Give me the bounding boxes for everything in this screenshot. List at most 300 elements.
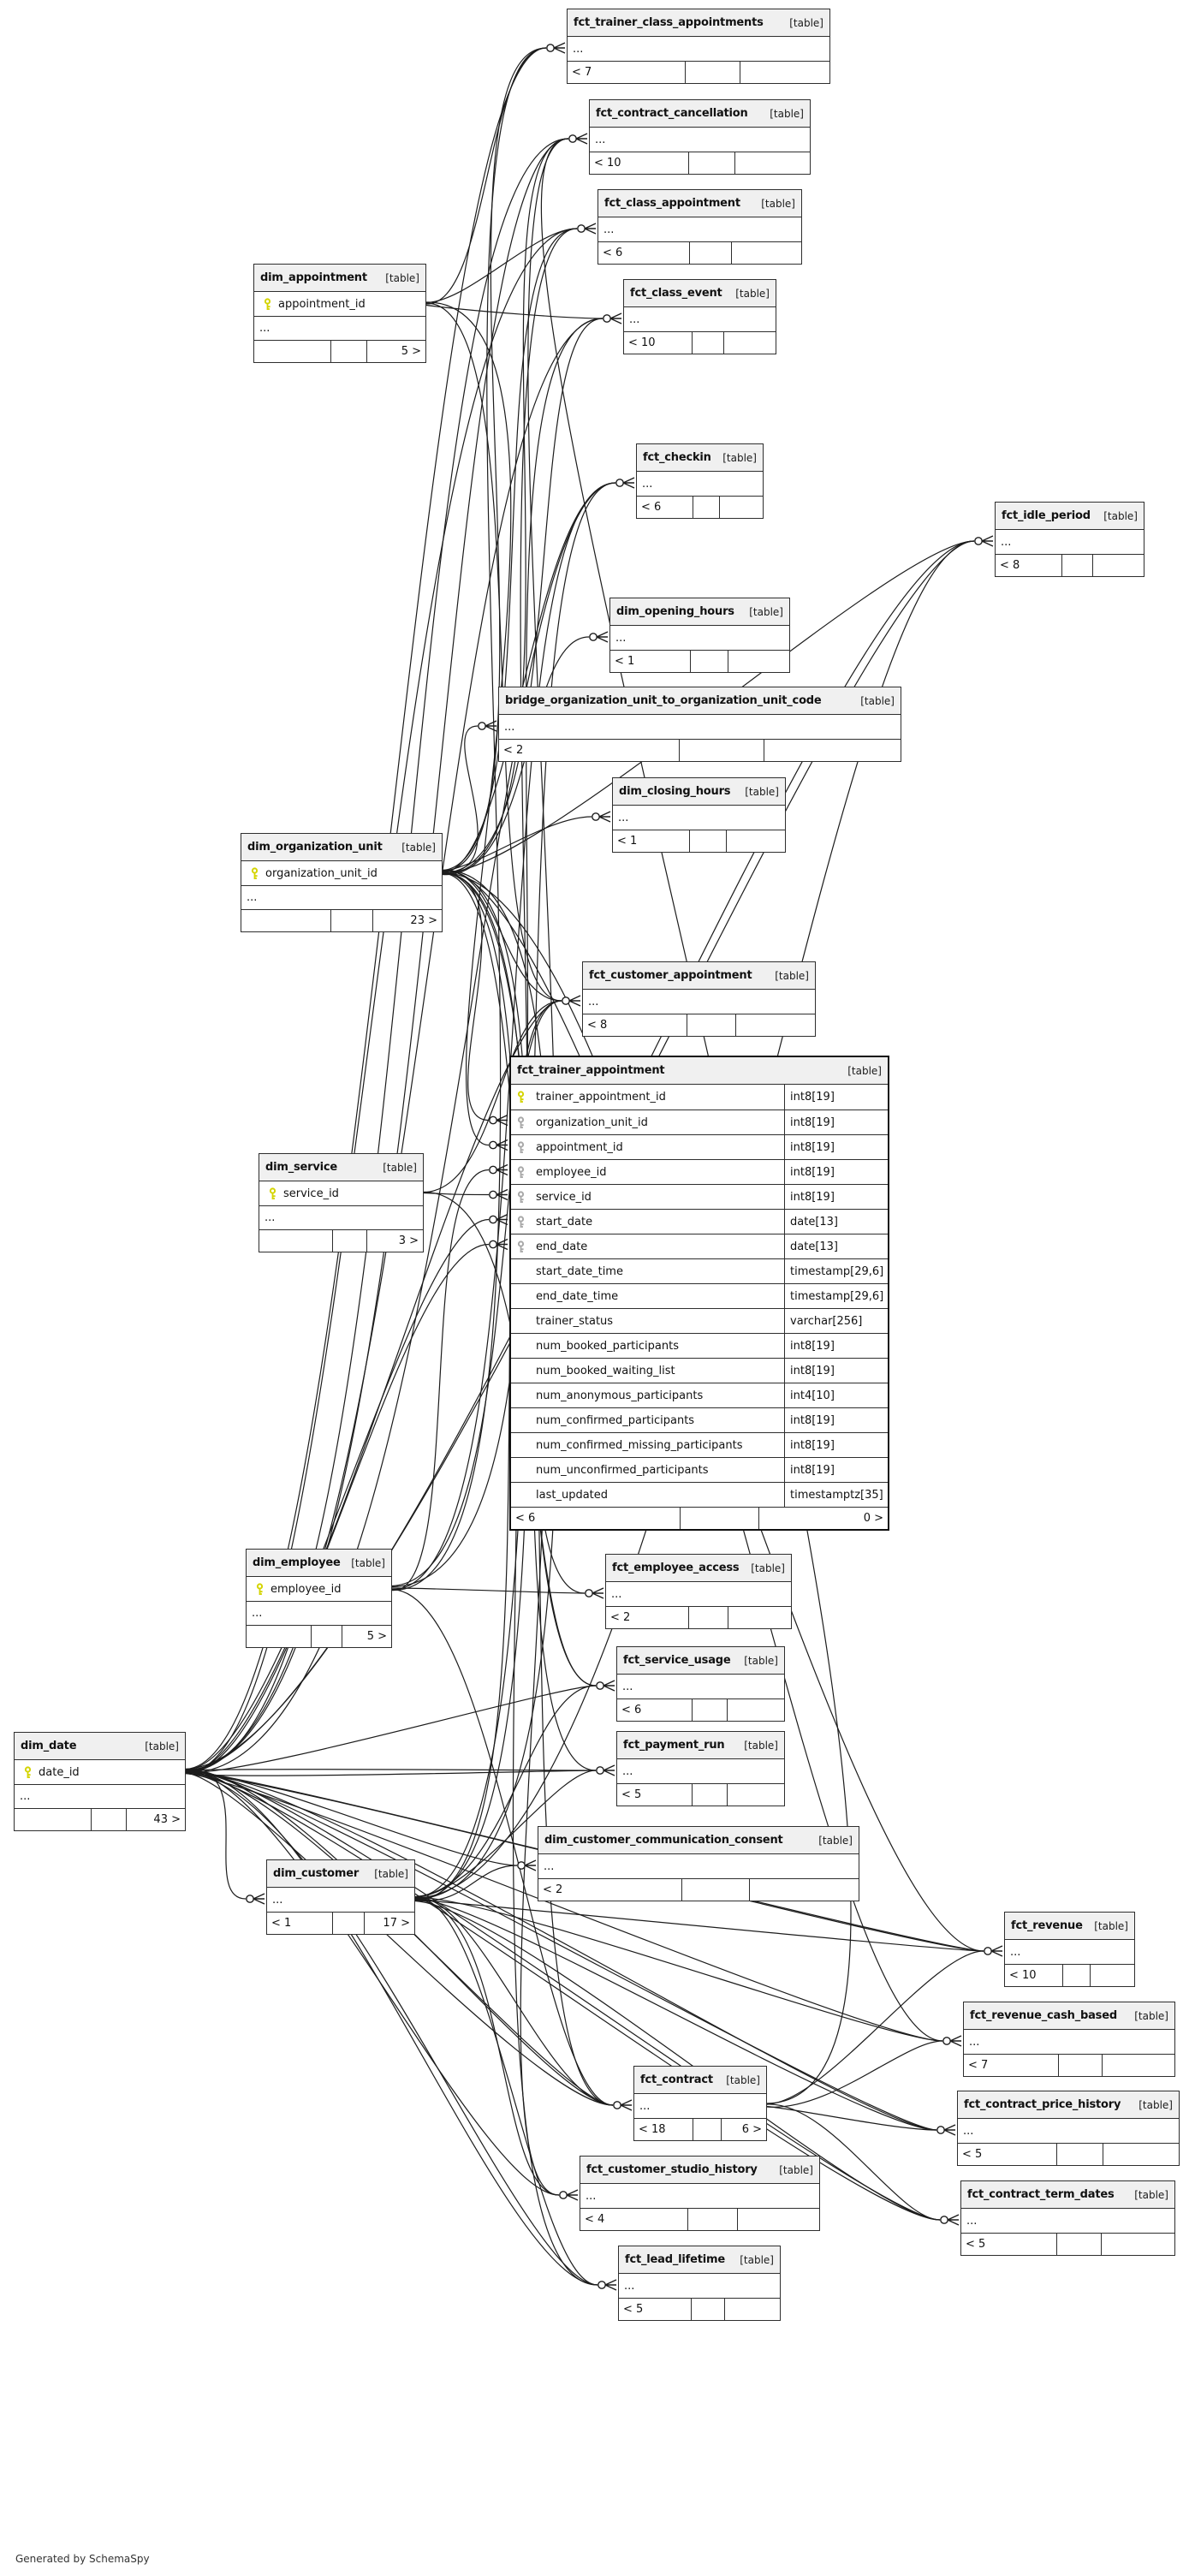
table-footer bbox=[617, 1783, 784, 1806]
hidden-columns-ellipsis: ... bbox=[963, 2124, 974, 2138]
column-type-cell: timestamptz[35] bbox=[784, 1483, 888, 1507]
table-type-tag: [table] bbox=[751, 1562, 785, 1574]
footer-parents-count bbox=[15, 1809, 92, 1830]
column-row bbox=[511, 1308, 888, 1333]
crow-foot-marker bbox=[562, 996, 580, 1006]
table-fct_checkin[interactable] bbox=[636, 443, 764, 519]
relationship-edge bbox=[415, 1900, 559, 2195]
table-header bbox=[634, 2067, 766, 2094]
crow-foot-marker bbox=[490, 1165, 508, 1175]
footer-children-count: 17 > bbox=[383, 1917, 410, 1930]
key-column-name: date_id bbox=[39, 1765, 80, 1779]
table-footer bbox=[511, 1507, 888, 1529]
table-footer bbox=[568, 61, 829, 83]
footer-children-count bbox=[728, 1607, 791, 1628]
column-name-cell bbox=[511, 1259, 784, 1283]
hidden-columns-ellipsis: ... bbox=[1010, 1945, 1021, 1959]
table-name[interactable]: dim_employee bbox=[253, 1556, 341, 1569]
column-type-cell: int8[19] bbox=[784, 1334, 888, 1358]
hidden-columns-ellipsis: ... bbox=[20, 1790, 31, 1803]
ellipsis-row bbox=[267, 1888, 414, 1912]
column-name-cell bbox=[511, 1408, 784, 1432]
ellipsis-row bbox=[583, 990, 815, 1014]
table-dim_date[interactable] bbox=[14, 1732, 186, 1831]
ellipsis-row bbox=[606, 1582, 791, 1606]
table-type-tag: [table] bbox=[744, 1654, 778, 1667]
footer-middle-cell bbox=[92, 1809, 128, 1830]
footer-parents-count bbox=[259, 1230, 333, 1252]
footer-children-count: 3 > bbox=[398, 1234, 419, 1247]
crow-foot-marker bbox=[590, 632, 608, 642]
table-footer bbox=[610, 650, 789, 672]
crow-foot-marker bbox=[490, 1115, 508, 1126]
table-name[interactable]: fct_contract_price_history bbox=[964, 2098, 1121, 2111]
table-header bbox=[241, 834, 442, 861]
hidden-columns-ellipsis: ... bbox=[629, 312, 640, 326]
table-type-tag: [table] bbox=[726, 2073, 760, 2086]
table-footer bbox=[964, 2054, 1174, 2076]
hidden-columns-ellipsis: ... bbox=[595, 133, 606, 146]
hidden-columns-ellipsis: ... bbox=[586, 2189, 597, 2203]
footer-parents-count: < 8 bbox=[996, 555, 1062, 576]
table-fct_customer_appointment[interactable] bbox=[582, 961, 816, 1037]
table-type-tag: [table] bbox=[860, 694, 895, 707]
crow-foot-marker bbox=[597, 1765, 615, 1776]
hidden-columns-ellipsis: ... bbox=[247, 891, 258, 904]
foreign-key-icon bbox=[516, 1216, 531, 1229]
table-footer bbox=[958, 2143, 1179, 2165]
table-header bbox=[613, 778, 785, 806]
column-name: num_confirmed_participants bbox=[536, 1413, 695, 1427]
table-dim_closing_hours[interactable] bbox=[612, 777, 786, 853]
key-column-name: employee_id bbox=[271, 1582, 342, 1596]
table-name[interactable]: fct_employee_access bbox=[612, 1562, 740, 1574]
hidden-columns-ellipsis: ... bbox=[259, 322, 271, 335]
table-type-tag: [table] bbox=[847, 1064, 882, 1077]
table-header bbox=[583, 962, 815, 990]
table-name[interactable]: fct_contract_term_dates bbox=[967, 2188, 1115, 2201]
table-type-tag: [table] bbox=[1134, 2009, 1168, 2022]
column-type-cell: date[13] bbox=[784, 1234, 888, 1258]
foreign-key-icon bbox=[516, 1116, 531, 1129]
footer-middle-cell bbox=[686, 62, 740, 83]
foreign-key-icon bbox=[516, 1240, 531, 1253]
hidden-columns-ellipsis: ... bbox=[573, 42, 584, 56]
table-name[interactable]: fct_idle_period bbox=[1002, 509, 1091, 522]
footer-parents-count: < 10 bbox=[1005, 1965, 1063, 1986]
table-name[interactable]: dim_customer bbox=[273, 1867, 360, 1880]
footer-middle-cell bbox=[681, 1508, 759, 1529]
table-header bbox=[964, 2002, 1174, 2030]
footer-children-count bbox=[1103, 2144, 1179, 2165]
table-header bbox=[259, 1154, 423, 1181]
table-dim_employee[interactable] bbox=[246, 1549, 392, 1648]
hidden-columns-ellipsis: ... bbox=[1001, 535, 1012, 549]
crow-foot-marker bbox=[490, 1190, 508, 1200]
ellipsis-row bbox=[634, 2094, 766, 2118]
table-fct_class_appointment[interactable] bbox=[598, 189, 802, 265]
footer-parents-count: < 18 bbox=[634, 2119, 693, 2140]
table-dim_organization_unit[interactable] bbox=[241, 833, 443, 932]
table-type-tag: [table] bbox=[818, 1834, 853, 1847]
crow-foot-marker bbox=[616, 478, 634, 488]
table-name[interactable]: fct_revenue_cash_based bbox=[970, 2009, 1117, 2022]
table-footer bbox=[538, 1878, 859, 1901]
table-header bbox=[1005, 1913, 1134, 1940]
footer-middle-cell bbox=[689, 152, 735, 174]
column-type-cell: timestamp[29,6] bbox=[784, 1259, 888, 1283]
ellipsis-row bbox=[254, 316, 425, 340]
crow-foot-marker bbox=[937, 2125, 955, 2135]
footer-parents-count: < 5 bbox=[958, 2144, 1057, 2165]
crow-foot-marker bbox=[941, 2215, 959, 2225]
table-dim_appointment[interactable] bbox=[253, 264, 426, 363]
ellipsis-row bbox=[15, 1784, 185, 1808]
hidden-columns-ellipsis: ... bbox=[588, 995, 599, 1008]
table-name[interactable]: fct_revenue bbox=[1011, 1919, 1083, 1932]
footer-children-count bbox=[1091, 1965, 1134, 1986]
table-header bbox=[568, 9, 829, 37]
relationship-edge bbox=[443, 817, 592, 872]
ellipsis-row bbox=[996, 530, 1144, 554]
key-column-row bbox=[15, 1760, 185, 1784]
footer-parents-count: < 6 bbox=[637, 497, 693, 518]
table-type-tag: [table] bbox=[1139, 2098, 1173, 2111]
footer-parents-count bbox=[247, 1626, 312, 1647]
column-name: last_updated bbox=[536, 1488, 609, 1502]
column-name: num_booked_waiting_list bbox=[536, 1364, 675, 1377]
table-header bbox=[580, 2157, 819, 2184]
column-type-cell: int8[19] bbox=[784, 1359, 888, 1383]
table-type-tag: [table] bbox=[744, 1739, 778, 1752]
relationship-edge bbox=[426, 48, 546, 304]
footer-children-count bbox=[728, 1699, 784, 1721]
ellipsis-row bbox=[598, 217, 801, 241]
relationship-edge bbox=[186, 1770, 613, 2105]
ellipsis-row bbox=[964, 2030, 1174, 2054]
footer-middle-cell bbox=[690, 830, 726, 852]
table-fct_customer_studio_history[interactable] bbox=[580, 2156, 820, 2231]
ellipsis-row bbox=[613, 806, 785, 830]
table-footer bbox=[259, 1229, 423, 1252]
crow-foot-marker bbox=[479, 721, 496, 731]
column-row bbox=[511, 1209, 888, 1234]
column-type-cell: int8[19] bbox=[784, 1110, 888, 1134]
table-name[interactable]: fct_trainer_appointment bbox=[517, 1064, 665, 1077]
column-row bbox=[511, 1085, 888, 1110]
table-fct_idle_period[interactable] bbox=[995, 502, 1144, 577]
table-type-tag: [table] bbox=[401, 841, 436, 854]
table-type-tag: [table] bbox=[1134, 2188, 1168, 2201]
footer-middle-cell bbox=[687, 1014, 736, 1036]
table-type-tag: [table] bbox=[740, 2253, 774, 2266]
ellipsis-row bbox=[617, 1759, 784, 1783]
table-fct_employee_access[interactable] bbox=[605, 1554, 792, 1629]
footer-children-count: 23 > bbox=[410, 914, 437, 927]
footer-children-count: 6 > bbox=[741, 2123, 762, 2136]
column-row bbox=[511, 1159, 888, 1184]
table-footer bbox=[617, 1698, 784, 1721]
table-type-tag: [table] bbox=[761, 197, 795, 210]
crow-foot-marker bbox=[975, 536, 993, 546]
crow-foot-marker bbox=[614, 2100, 632, 2110]
table-footer bbox=[1005, 1964, 1134, 1986]
table-name[interactable]: fct_contract_cancellation bbox=[596, 107, 748, 120]
table-type-tag: [table] bbox=[779, 2163, 813, 2176]
crow-foot-marker bbox=[984, 1946, 1002, 1956]
footer-middle-cell bbox=[682, 1879, 750, 1901]
table-fct_lead_lifetime[interactable] bbox=[618, 2246, 781, 2321]
column-type-cell: date[13] bbox=[784, 1210, 888, 1234]
table-header bbox=[15, 1733, 185, 1760]
table-fct_trainer_class_appointments[interactable] bbox=[567, 9, 830, 84]
table-name[interactable]: fct_service_usage bbox=[623, 1654, 731, 1667]
key-column-name: appointment_id bbox=[278, 297, 366, 311]
hidden-columns-ellipsis: ... bbox=[615, 631, 627, 645]
column-name: num_unconfirmed_participants bbox=[536, 1463, 709, 1477]
table-fct_contract[interactable] bbox=[633, 2066, 767, 2141]
footer-parents-count: < 2 bbox=[606, 1607, 689, 1628]
footer-middle-cell bbox=[333, 1230, 367, 1252]
table-fct_trainer_appointment[interactable] bbox=[509, 1056, 889, 1531]
footer-middle-cell bbox=[312, 1626, 342, 1647]
footer-children-count bbox=[1093, 555, 1144, 576]
table-dim_service[interactable] bbox=[259, 1153, 424, 1252]
primary-key-icon bbox=[516, 1091, 531, 1104]
footer-middle-cell bbox=[1059, 2055, 1103, 2076]
footer-children-count bbox=[724, 332, 776, 354]
table-type-tag: [table] bbox=[374, 1867, 408, 1880]
footer-children-count bbox=[736, 1014, 815, 1036]
footer-parents-count: < 2 bbox=[538, 1879, 682, 1901]
table-type-tag: [table] bbox=[745, 785, 779, 798]
table-header bbox=[624, 280, 776, 307]
table-name[interactable]: fct_payment_run bbox=[623, 1739, 725, 1752]
column-row bbox=[511, 1407, 888, 1432]
crow-foot-marker bbox=[569, 134, 587, 144]
hidden-columns-ellipsis: ... bbox=[504, 720, 515, 734]
table-name[interactable]: fct_class_appointment bbox=[604, 197, 740, 210]
footer-children-count: 5 > bbox=[366, 1630, 387, 1643]
relationship-edge bbox=[186, 229, 577, 1773]
hidden-columns-ellipsis: ... bbox=[252, 1607, 263, 1620]
column-name: end_date_time bbox=[536, 1289, 619, 1303]
column-name-cell bbox=[511, 1458, 784, 1482]
footer-middle-cell bbox=[690, 242, 733, 264]
table-fct_contract_price_history[interactable] bbox=[957, 2091, 1180, 2166]
hidden-columns-ellipsis: ... bbox=[966, 2214, 978, 2228]
primary-key-icon bbox=[23, 1766, 33, 1779]
table-type-tag: [table] bbox=[385, 271, 419, 284]
column-type-cell: int8[19] bbox=[784, 1135, 888, 1159]
footer-parents-count: < 8 bbox=[583, 1014, 687, 1036]
table-fct_revenue[interactable] bbox=[1004, 1912, 1135, 1987]
table-name[interactable]: dim_opening_hours bbox=[616, 605, 734, 618]
table-fct_payment_run[interactable] bbox=[616, 1731, 785, 1806]
ellipsis-row bbox=[499, 715, 901, 739]
table-type-tag: [table] bbox=[1094, 1919, 1128, 1932]
table-footer bbox=[996, 554, 1144, 576]
table-fct_contract_cancellation[interactable] bbox=[589, 99, 811, 175]
table-name[interactable]: dim_service bbox=[265, 1161, 338, 1174]
column-row bbox=[511, 1234, 888, 1258]
foreign-key-icon bbox=[516, 1141, 531, 1154]
ellipsis-row bbox=[958, 2119, 1179, 2143]
hidden-columns-ellipsis: ... bbox=[544, 1859, 555, 1873]
table-header bbox=[617, 1732, 784, 1759]
column-type-cell: int8[19] bbox=[784, 1408, 888, 1432]
footer-parents-count: < 2 bbox=[499, 740, 680, 761]
table-footer bbox=[247, 1625, 391, 1647]
ellipsis-row bbox=[580, 2184, 819, 2208]
footer-children-count bbox=[764, 740, 901, 761]
table-dim_opening_hours[interactable] bbox=[609, 598, 790, 673]
ellipsis-row bbox=[610, 626, 789, 650]
relationship-edge bbox=[392, 1588, 585, 1593]
key-column-row bbox=[247, 1577, 391, 1601]
table-name[interactable]: fct_customer_appointment bbox=[589, 969, 752, 982]
column-row bbox=[511, 1358, 888, 1383]
crow-foot-marker bbox=[247, 1894, 265, 1904]
table-footer bbox=[15, 1808, 185, 1830]
column-row bbox=[511, 1134, 888, 1159]
hidden-columns-ellipsis: ... bbox=[622, 1764, 633, 1778]
relationship-edge bbox=[767, 1951, 984, 2104]
relationship-edge bbox=[186, 1770, 598, 2285]
table-header bbox=[598, 190, 801, 217]
crow-foot-marker bbox=[547, 43, 565, 53]
table-type-tag: [table] bbox=[749, 605, 783, 618]
key-column-row bbox=[259, 1181, 423, 1205]
column-row bbox=[511, 1482, 888, 1507]
footer-parents-count: < 1 bbox=[610, 651, 691, 672]
table-footer bbox=[624, 331, 776, 354]
table-footer bbox=[590, 152, 810, 174]
relationship-edge bbox=[186, 1772, 613, 2106]
relationship-edge bbox=[186, 1774, 598, 2286]
footer-parents-count: < 5 bbox=[961, 2234, 1057, 2255]
crow-foot-marker bbox=[586, 1588, 603, 1598]
footer-middle-cell bbox=[693, 497, 720, 518]
ellipsis-row bbox=[590, 128, 810, 152]
footer-middle-cell bbox=[693, 332, 724, 354]
hidden-columns-ellipsis: ... bbox=[265, 1211, 276, 1224]
crow-foot-marker bbox=[518, 1860, 536, 1871]
footer-parents-count: < 5 bbox=[619, 2299, 692, 2320]
ellipsis-row bbox=[637, 472, 763, 496]
table-header bbox=[961, 2181, 1174, 2209]
table-footer bbox=[619, 2298, 780, 2320]
footer-parents-count bbox=[254, 341, 331, 362]
column-type-cell: int8[19] bbox=[784, 1185, 888, 1209]
footer-parents-count: < 6 bbox=[511, 1508, 681, 1529]
table-name[interactable]: dim_customer_communication_consent bbox=[544, 1834, 783, 1847]
table-fct_contract_term_dates[interactable] bbox=[960, 2180, 1175, 2256]
table-name[interactable]: fct_trainer_class_appointments bbox=[574, 16, 764, 29]
table-name[interactable]: fct_customer_studio_history bbox=[586, 2163, 758, 2176]
table-type-tag: [table] bbox=[775, 969, 809, 982]
crow-foot-marker bbox=[597, 1681, 615, 1691]
column-name: trainer_appointment_id bbox=[536, 1091, 666, 1104]
table-name[interactable]: fct_lead_lifetime bbox=[625, 2253, 725, 2266]
table-name[interactable]: dim_organization_unit bbox=[247, 841, 383, 854]
table-footer bbox=[634, 2118, 766, 2140]
table-type-tag: [table] bbox=[145, 1740, 179, 1752]
column-name: trainer_status bbox=[536, 1314, 614, 1328]
column-name-cell bbox=[511, 1185, 784, 1209]
column-name-cell bbox=[511, 1483, 784, 1507]
table-header bbox=[619, 2246, 780, 2274]
table-name[interactable]: dim_date bbox=[21, 1740, 77, 1752]
footer-middle-cell bbox=[1057, 2234, 1102, 2255]
table-fct_class_event[interactable] bbox=[623, 279, 776, 354]
footer-parents-count: < 6 bbox=[598, 242, 690, 264]
crow-foot-marker bbox=[943, 2036, 961, 2046]
table-type-tag: [table] bbox=[735, 287, 770, 300]
table-dim_customer[interactable] bbox=[266, 1859, 415, 1935]
column-row bbox=[511, 1258, 888, 1283]
crow-foot-marker bbox=[490, 1140, 508, 1151]
ellipsis-row bbox=[568, 37, 829, 61]
relationship-edge bbox=[186, 1770, 596, 1776]
footer-middle-cell bbox=[692, 2299, 725, 2320]
column-row bbox=[511, 1333, 888, 1358]
primary-key-icon bbox=[263, 298, 272, 311]
table-footer bbox=[961, 2233, 1174, 2255]
table-name[interactable]: dim_appointment bbox=[260, 271, 367, 284]
column-row bbox=[511, 1110, 888, 1134]
column-name-cell bbox=[511, 1210, 784, 1234]
footer-children-count bbox=[738, 2209, 819, 2230]
foreign-key-icon bbox=[516, 1191, 531, 1204]
table-name[interactable]: fct_checkin bbox=[643, 451, 711, 464]
table-name[interactable]: dim_closing_hours bbox=[619, 785, 731, 798]
table-footer bbox=[583, 1014, 815, 1036]
table-footer bbox=[254, 340, 425, 362]
table-header bbox=[617, 1647, 784, 1675]
footer-middle-cell bbox=[333, 1913, 364, 1934]
table-fct_service_usage[interactable] bbox=[616, 1646, 785, 1722]
hidden-columns-ellipsis: ... bbox=[272, 1893, 283, 1907]
column-name: end_date bbox=[536, 1240, 588, 1253]
column-type-cell: int8[19] bbox=[784, 1458, 888, 1482]
ellipsis-row bbox=[259, 1205, 423, 1229]
footer-middle-cell bbox=[331, 910, 373, 931]
footer-parents-count: < 1 bbox=[613, 830, 690, 852]
hidden-columns-ellipsis: ... bbox=[639, 2099, 651, 2113]
footer-middle-cell bbox=[680, 740, 764, 761]
footer-parents-count: < 7 bbox=[964, 2055, 1059, 2076]
table-header bbox=[590, 100, 810, 128]
ellipsis-row bbox=[1005, 1940, 1134, 1964]
table-header bbox=[254, 265, 425, 292]
table-footer bbox=[598, 241, 801, 264]
table-name[interactable]: fct_contract bbox=[640, 2073, 713, 2086]
footer-children-count bbox=[720, 497, 763, 518]
table-bridge_organization_unit_to_organization_unit_code[interactable] bbox=[498, 687, 901, 762]
table-name[interactable]: bridge_organization_unit_to_organization_unit_code bbox=[505, 694, 822, 707]
table-dim_customer_communication_consent[interactable] bbox=[538, 1826, 859, 1901]
table-fct_revenue_cash_based[interactable] bbox=[963, 2002, 1175, 2077]
table-type-tag: [table] bbox=[770, 107, 804, 120]
footer-children-count bbox=[1103, 2055, 1174, 2076]
foreign-key-icon bbox=[516, 1166, 531, 1179]
primary-key-icon bbox=[268, 1187, 277, 1200]
table-name[interactable]: fct_class_event bbox=[630, 287, 722, 300]
table-type-tag: [table] bbox=[1103, 509, 1138, 522]
relationship-edge bbox=[186, 1220, 489, 1770]
footer-children-count bbox=[740, 62, 829, 83]
